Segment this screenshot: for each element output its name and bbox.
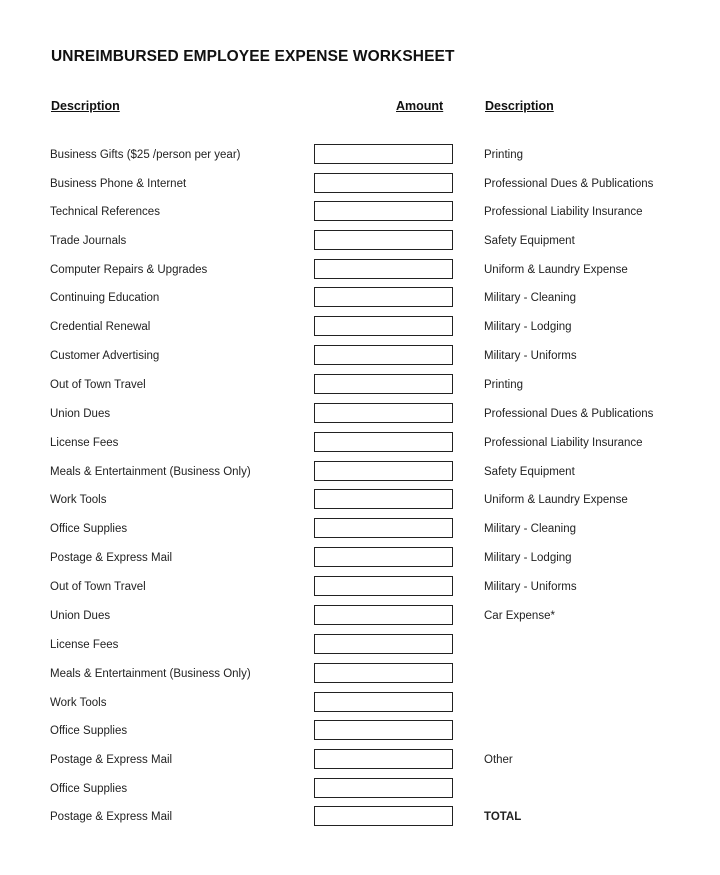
amount-field[interactable]	[314, 749, 453, 769]
expense-description-left: Business Gifts ($25 /person per year)	[50, 149, 241, 161]
expense-description-left: Postage & Express Mail	[50, 552, 173, 564]
amount-field[interactable]	[314, 663, 453, 683]
amount-field[interactable]	[314, 461, 453, 481]
table-row	[0, 634, 720, 656]
table-row	[0, 461, 720, 483]
expense-description-left: Out of Town Travel	[50, 581, 146, 593]
expense-description-right: Professional Dues & Publications	[484, 408, 654, 420]
amount-field[interactable]	[314, 287, 453, 307]
table-row	[0, 173, 720, 195]
table-row	[0, 345, 720, 367]
expense-description-left: Credential Renewal	[50, 321, 151, 333]
expense-description-left: Out of Town Travel	[50, 379, 146, 391]
amount-field[interactable]	[314, 634, 453, 654]
expense-description-left: Business Phone & Internet	[50, 178, 187, 190]
expense-description-right: Printing	[484, 379, 523, 391]
table-row	[0, 749, 720, 771]
expense-description-right: Car Expense*	[484, 610, 555, 622]
amount-field[interactable]	[314, 778, 453, 798]
amount-field[interactable]	[314, 576, 453, 596]
expense-description-right: Military - Uniforms	[484, 350, 577, 362]
column-header-amount: Amount	[396, 99, 444, 113]
amount-field[interactable]	[314, 720, 453, 740]
expense-description-right: Professional Liability Insurance	[484, 206, 643, 218]
amount-field[interactable]	[314, 403, 453, 423]
expense-description-left: Work Tools	[50, 697, 107, 709]
expense-description-left: License Fees	[50, 437, 119, 449]
expense-description-left: Postage & Express Mail	[50, 754, 173, 766]
table-row	[0, 489, 720, 511]
table-row	[0, 432, 720, 454]
expense-description-right: Safety Equipment	[484, 466, 575, 478]
amount-field[interactable]	[314, 201, 453, 221]
amount-field[interactable]	[314, 547, 453, 567]
expense-description-left: Postage & Express Mail	[50, 811, 173, 823]
column-header-description-right: Description	[485, 99, 554, 113]
expense-description-right: Military - Uniforms	[484, 581, 577, 593]
expense-description-right: Military - Cleaning	[484, 523, 577, 535]
expense-description-left: Union Dues	[50, 610, 111, 622]
table-row	[0, 259, 720, 281]
amount-field[interactable]	[314, 374, 453, 394]
expense-description-right: Military - Lodging	[484, 552, 572, 564]
amount-field[interactable]	[314, 230, 453, 250]
expense-description-left: Work Tools	[50, 494, 107, 506]
amount-field[interactable]	[314, 489, 453, 509]
amount-field[interactable]	[314, 316, 453, 336]
table-row	[0, 518, 720, 540]
table-row	[0, 663, 720, 685]
amount-field[interactable]	[314, 605, 453, 625]
expense-description-right: Other	[484, 754, 513, 766]
table-row	[0, 144, 720, 166]
expense-description-left: Computer Repairs & Upgrades	[50, 264, 208, 276]
expense-description-left: Meals & Entertainment (Business Only)	[50, 668, 251, 680]
amount-field[interactable]	[314, 692, 453, 712]
table-row	[0, 316, 720, 338]
expense-description-right: Military - Cleaning	[484, 292, 577, 304]
total-label: TOTAL	[484, 811, 522, 823]
worksheet-title: UNREIMBURSED EMPLOYEE EXPENSE WORKSHEET	[51, 48, 455, 65]
table-row	[0, 201, 720, 223]
expense-description-left: Technical References	[50, 206, 160, 218]
expense-description-left: Meals & Entertainment (Business Only)	[50, 466, 251, 478]
amount-field[interactable]	[314, 173, 453, 193]
table-row	[0, 778, 720, 800]
expense-description-left: Customer Advertising	[50, 350, 160, 362]
expense-description-left: Office Supplies	[50, 523, 128, 535]
expense-description-right: Professional Liability Insurance	[484, 437, 643, 449]
column-header-description-left: Description	[51, 99, 120, 113]
expense-description-right: Professional Dues & Publications	[484, 178, 654, 190]
expense-description-left: Trade Journals	[50, 235, 127, 247]
table-row	[0, 287, 720, 309]
expense-description-right: Safety Equipment	[484, 235, 575, 247]
expense-description-right: Uniform & Laundry Expense	[484, 264, 628, 276]
amount-field[interactable]	[314, 518, 453, 538]
table-row	[0, 547, 720, 569]
expense-description-left: Office Supplies	[50, 783, 128, 795]
table-row	[0, 720, 720, 742]
table-row	[0, 605, 720, 627]
amount-field[interactable]	[314, 144, 453, 164]
amount-field[interactable]	[314, 806, 453, 826]
table-row	[0, 230, 720, 252]
expense-description-left: Continuing Education	[50, 292, 160, 304]
amount-field[interactable]	[314, 345, 453, 365]
table-row	[0, 374, 720, 396]
table-row	[0, 692, 720, 714]
amount-field[interactable]	[314, 259, 453, 279]
expense-description-left: License Fees	[50, 639, 119, 651]
expense-description-left: Office Supplies	[50, 725, 128, 737]
expense-description-left: Union Dues	[50, 408, 111, 420]
table-row	[0, 576, 720, 598]
expense-description-right: Printing	[484, 149, 523, 161]
expense-description-right: Military - Lodging	[484, 321, 572, 333]
table-row	[0, 806, 720, 828]
expense-description-right: Uniform & Laundry Expense	[484, 494, 628, 506]
amount-field[interactable]	[314, 432, 453, 452]
table-row	[0, 403, 720, 425]
